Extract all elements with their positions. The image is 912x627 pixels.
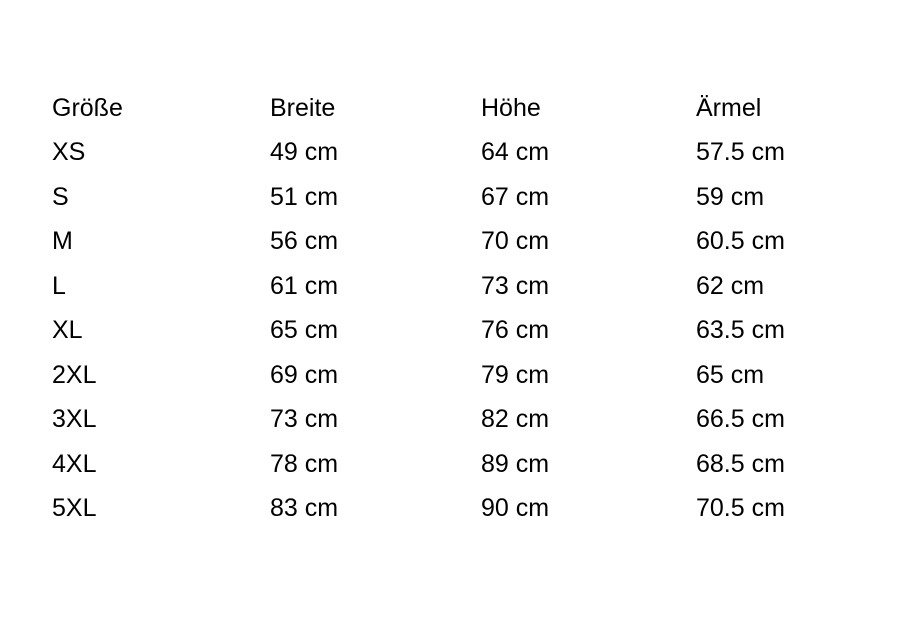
cell-width: 83 cm	[270, 494, 339, 522]
cell-size: 2XL	[52, 360, 97, 389]
cell-sleeve: 70.5 cm	[696, 494, 785, 522]
cell-sleeve: 57.5 cm	[696, 138, 785, 166]
cell-height: 73 cm	[481, 271, 550, 300]
cell-size: XL	[52, 316, 83, 344]
cell-sleeve: 59 cm	[696, 182, 765, 211]
cell-sleeve: 65 cm	[696, 360, 765, 389]
table-row	[52, 175, 812, 220]
column-header-sleeve: Ärmel	[696, 94, 762, 122]
cell-size: S	[52, 182, 69, 211]
table-row	[52, 264, 812, 309]
cell-width: 56 cm	[270, 227, 339, 255]
cell-height: 79 cm	[481, 360, 550, 389]
cell-size: XS	[52, 138, 86, 166]
cell-sleeve: 63.5 cm	[696, 316, 785, 344]
cell-size: L	[52, 271, 66, 300]
table-row	[52, 486, 812, 531]
table-row	[52, 442, 812, 487]
column-header-height: Höhe	[481, 94, 541, 122]
cell-size: 3XL	[52, 405, 97, 433]
cell-sleeve: 62 cm	[696, 271, 765, 300]
cell-height: 67 cm	[481, 182, 550, 211]
table-row	[52, 130, 812, 175]
cell-height: 82 cm	[481, 405, 550, 433]
cell-sleeve: 60.5 cm	[696, 227, 785, 255]
cell-height: 90 cm	[481, 494, 550, 522]
cell-width: 49 cm	[270, 138, 339, 166]
cell-width: 51 cm	[270, 182, 339, 211]
cell-width: 78 cm	[270, 449, 339, 478]
cell-height: 70 cm	[481, 227, 550, 255]
table-row	[52, 219, 812, 264]
size-chart-table	[52, 86, 812, 531]
cell-width: 73 cm	[270, 405, 339, 433]
table-row	[52, 397, 812, 442]
cell-width: 65 cm	[270, 316, 339, 344]
cell-sleeve: 66.5 cm	[696, 405, 785, 433]
cell-height: 64 cm	[481, 138, 550, 166]
column-header-width: Breite	[270, 94, 336, 122]
table-body	[52, 130, 812, 531]
cell-size: 5XL	[52, 494, 97, 522]
table-row	[52, 308, 812, 353]
table-header-row	[52, 86, 812, 130]
cell-height: 76 cm	[481, 316, 550, 344]
cell-height: 89 cm	[481, 449, 550, 478]
cell-width: 69 cm	[270, 360, 339, 389]
cell-sleeve: 68.5 cm	[696, 449, 785, 478]
cell-size: 4XL	[52, 449, 97, 478]
table-row	[52, 353, 812, 398]
cell-size: M	[52, 227, 73, 255]
column-header-size: Größe	[52, 94, 123, 122]
cell-width: 61 cm	[270, 271, 339, 300]
table-header	[52, 86, 812, 130]
